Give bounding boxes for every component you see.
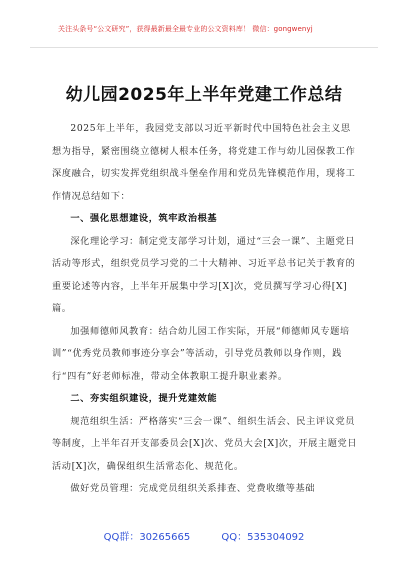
footer-qq: QQ：535304092 bbox=[221, 532, 305, 543]
page-title: 幼儿园2025年上半年党建工作总结 bbox=[65, 85, 343, 105]
section1-paragraph-1: 深化理论学习：制定党支部学习计划，通过“三会一课”、主题党日活动等形式，组织党员学习党的二十大精神、习近平总书记关于教育的重要论述等内容，上半年开展集中学习[X]次，党员撰写学习心得[X]篇。 bbox=[52, 235, 356, 314]
footer-qq-group: QQ群：30265665 bbox=[103, 532, 191, 543]
section-heading-2: 二、夯实组织建设，提升党建效能 bbox=[70, 393, 218, 404]
header-banner: 关注头条号“公文研究”，获得最新最全最专业的公文资料库！ 微信：gongwenyj bbox=[58, 25, 313, 33]
document-body bbox=[52, 118, 358, 501]
intro-paragraph: 2025年上半年，我园党支部以习近平新时代中国特色社会主义思想为指导，紧密围绕立德树人根本任务，将党建工作与幼儿园保教工作深度融合，切实发挥党组织战斗堡垒作用和党员先锋模范作用，现将工作情况总结如下： bbox=[52, 123, 356, 202]
section2-paragraph-1: 规范组织生活：严格落实“三会一课”、组织生活会、民主评议党员等制度，上半年召开支部委员会[X]次、党员大会[X]次，开展主题党日活动[X]次，确保组织生活常态化、规范化。 bbox=[52, 415, 358, 472]
footer-contact bbox=[0, 528, 408, 543]
section1-paragraph-2: 加强师德师风教育：结合幼儿园工作实际，开展“师德师风专题培训”“优秀党员教师事迹分享会”等活动，引导党员教师以身作则，践行“四有”好老师标准，带动全体教职工提升职业素养。 bbox=[52, 325, 350, 382]
header-divider bbox=[30, 47, 378, 48]
section2-paragraph-2: 做好党员管理：完成党员组织关系排查、党费收缴等基础 bbox=[70, 483, 316, 494]
section-heading-1: 一、强化思想建设，筑牢政治根基 bbox=[70, 213, 218, 224]
